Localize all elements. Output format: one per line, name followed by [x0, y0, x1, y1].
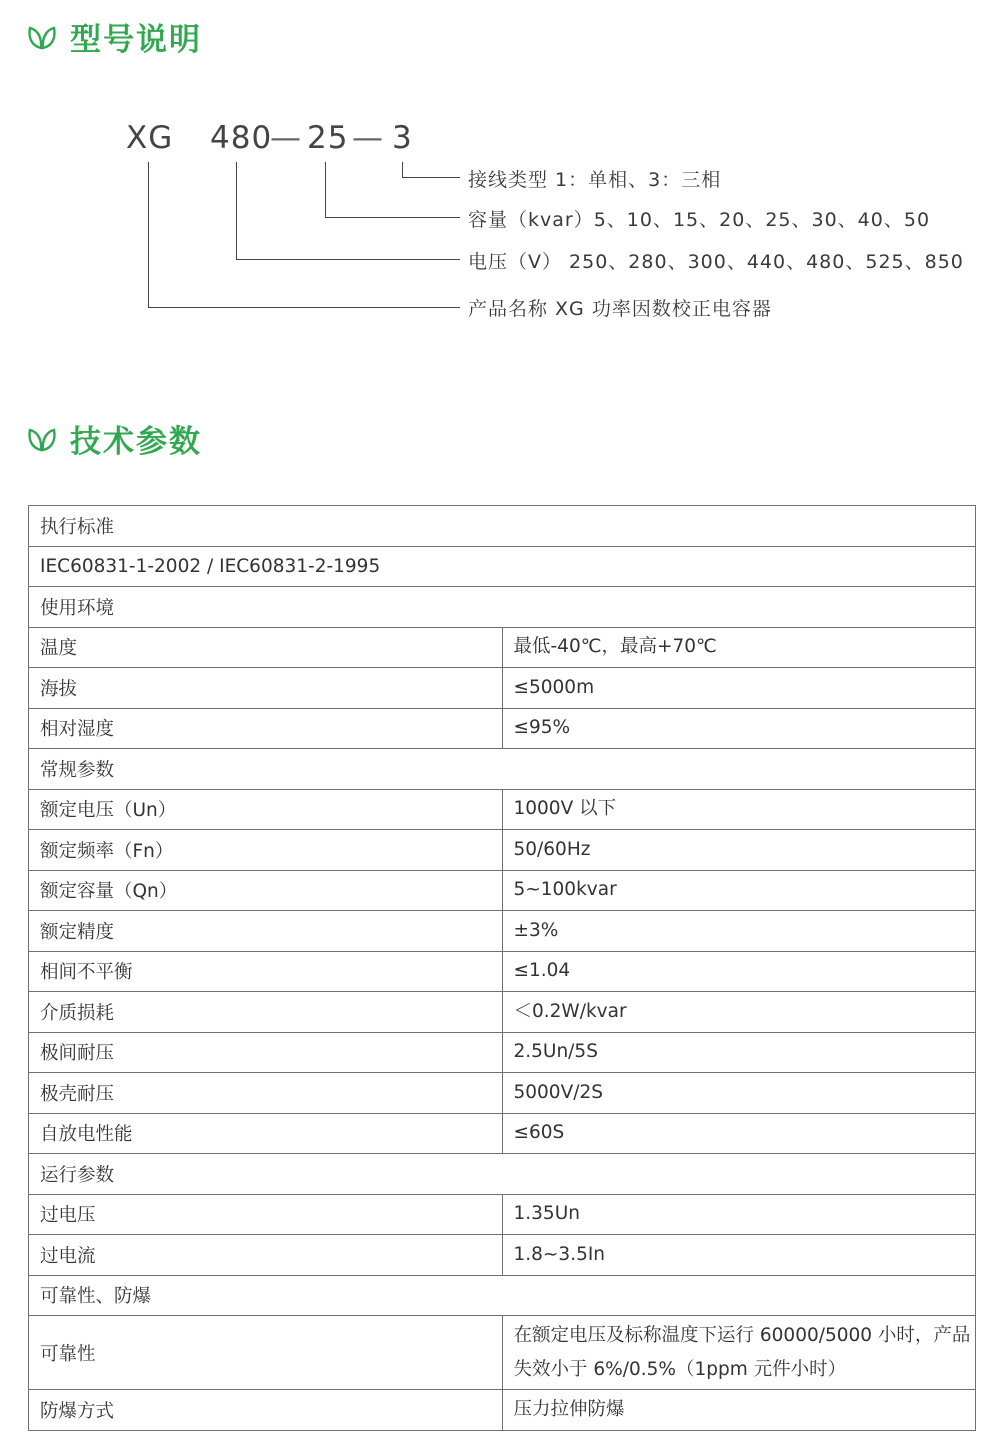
desc-capacity: 容量（kvar）5、10、15、20、25、30、40、50 [468, 209, 931, 231]
connector-product-horizontal [148, 307, 460, 308]
table-row [29, 708, 976, 749]
param-label: 额定频率（Fn） [29, 830, 503, 871]
param-label: 相对湿度 [29, 708, 503, 749]
table-row [29, 1032, 976, 1073]
table-row [29, 1073, 976, 1114]
param-value: ≤1.04 [502, 951, 976, 992]
param-value: 最低-40℃，最高+70℃ [502, 627, 976, 668]
spec-table [28, 505, 976, 1431]
param-label: 自放电性能 [29, 1113, 503, 1154]
connector-voltage-vertical [236, 162, 237, 259]
param-label: 极间耐压 [29, 1032, 503, 1073]
table-section-row [29, 1154, 976, 1195]
param-label: 可靠性 [29, 1316, 503, 1390]
param-value: ≤95% [502, 708, 976, 749]
table-row [29, 1390, 976, 1431]
connector-capacity-horizontal [325, 217, 460, 218]
spec-table-body [29, 506, 976, 1431]
table-section-row [29, 506, 976, 547]
table-row [29, 951, 976, 992]
desc-wiring-type: 接线类型 1：单相、3：三相 [468, 169, 722, 191]
param-label: 极壳耐压 [29, 1073, 503, 1114]
table-row [29, 789, 976, 830]
model-prefix: XG [126, 120, 174, 156]
param-label: 额定电压（Un） [29, 789, 503, 830]
param-label: 相间不平衡 [29, 951, 503, 992]
param-label: 温度 [29, 627, 503, 668]
param-label: 介质损耗 [29, 992, 503, 1033]
table-row [29, 1113, 976, 1154]
table-row [29, 992, 976, 1033]
param-value: 1.8~3.5In [502, 1235, 976, 1276]
leaf-icon [26, 426, 58, 452]
table-section-label: 可靠性、防爆 [29, 1275, 976, 1316]
param-label: 防爆方式 [29, 1390, 503, 1431]
table-section-row [29, 1275, 976, 1316]
model-dash-2: — [352, 120, 384, 156]
table-section-label: 使用环境 [29, 587, 976, 628]
table-section-label: 常规参数 [29, 749, 976, 790]
param-label: 海拔 [29, 668, 503, 709]
param-value: 在额定电压及标称温度下运行 60000/5000 小时，产品失效小于 6%/0.5%（1ppm 元件小时） [502, 1316, 976, 1390]
connector-phase-horizontal [402, 177, 460, 178]
table-row [29, 627, 976, 668]
table-row [29, 1235, 976, 1276]
table-row [29, 830, 976, 871]
desc-voltage: 电压（V） 250、280、300、440、480、525、850 [468, 251, 964, 273]
table-section-label: 运行参数 [29, 1154, 976, 1195]
table-row [29, 1316, 976, 1390]
param-value: 压力拉伸防爆 [502, 1390, 976, 1431]
connector-voltage-horizontal [236, 259, 460, 260]
table-section-label: 执行标准 [29, 506, 976, 547]
connector-phase-vertical [402, 162, 403, 178]
desc-product-name: 产品名称 XG 功率因数校正电容器 [468, 298, 772, 320]
section-title-text: 技术参数 [70, 424, 202, 460]
model-capacity: 25 [307, 120, 349, 156]
model-dash-1: — [270, 120, 302, 156]
model-code-diagram [0, 0, 1000, 340]
table-section-label: IEC60831-1-2002 / IEC60831-2-1995 [29, 546, 976, 587]
param-value: 5~100kvar [502, 870, 976, 911]
param-label: 过电压 [29, 1194, 503, 1235]
model-phase: 3 [392, 120, 413, 156]
param-value: 50/60Hz [502, 830, 976, 871]
model-voltage: 480 [210, 120, 273, 156]
param-value: ±3% [502, 911, 976, 952]
param-label: 额定精度 [29, 911, 503, 952]
table-row [29, 668, 976, 709]
param-label: 额定容量（Qn） [29, 870, 503, 911]
table-row [29, 870, 976, 911]
connector-capacity-vertical [325, 162, 326, 217]
param-value: ≤60S [502, 1113, 976, 1154]
section-title-specs [26, 416, 202, 461]
table-section-row [29, 749, 976, 790]
param-value: ＜0.2W/kvar [502, 992, 976, 1033]
section-title-text: 型号说明 [70, 22, 202, 58]
table-row [29, 911, 976, 952]
param-value: 1.35Un [502, 1194, 976, 1235]
table-section-row [29, 546, 976, 587]
param-value: ≤5000m [502, 668, 976, 709]
table-section-row [29, 587, 976, 628]
param-value: 2.5Un/5S [502, 1032, 976, 1073]
param-value: 5000V/2S [502, 1073, 976, 1114]
table-row [29, 1194, 976, 1235]
param-label: 过电流 [29, 1235, 503, 1276]
param-value: 1000V 以下 [502, 789, 976, 830]
connector-product-vertical [148, 162, 149, 307]
